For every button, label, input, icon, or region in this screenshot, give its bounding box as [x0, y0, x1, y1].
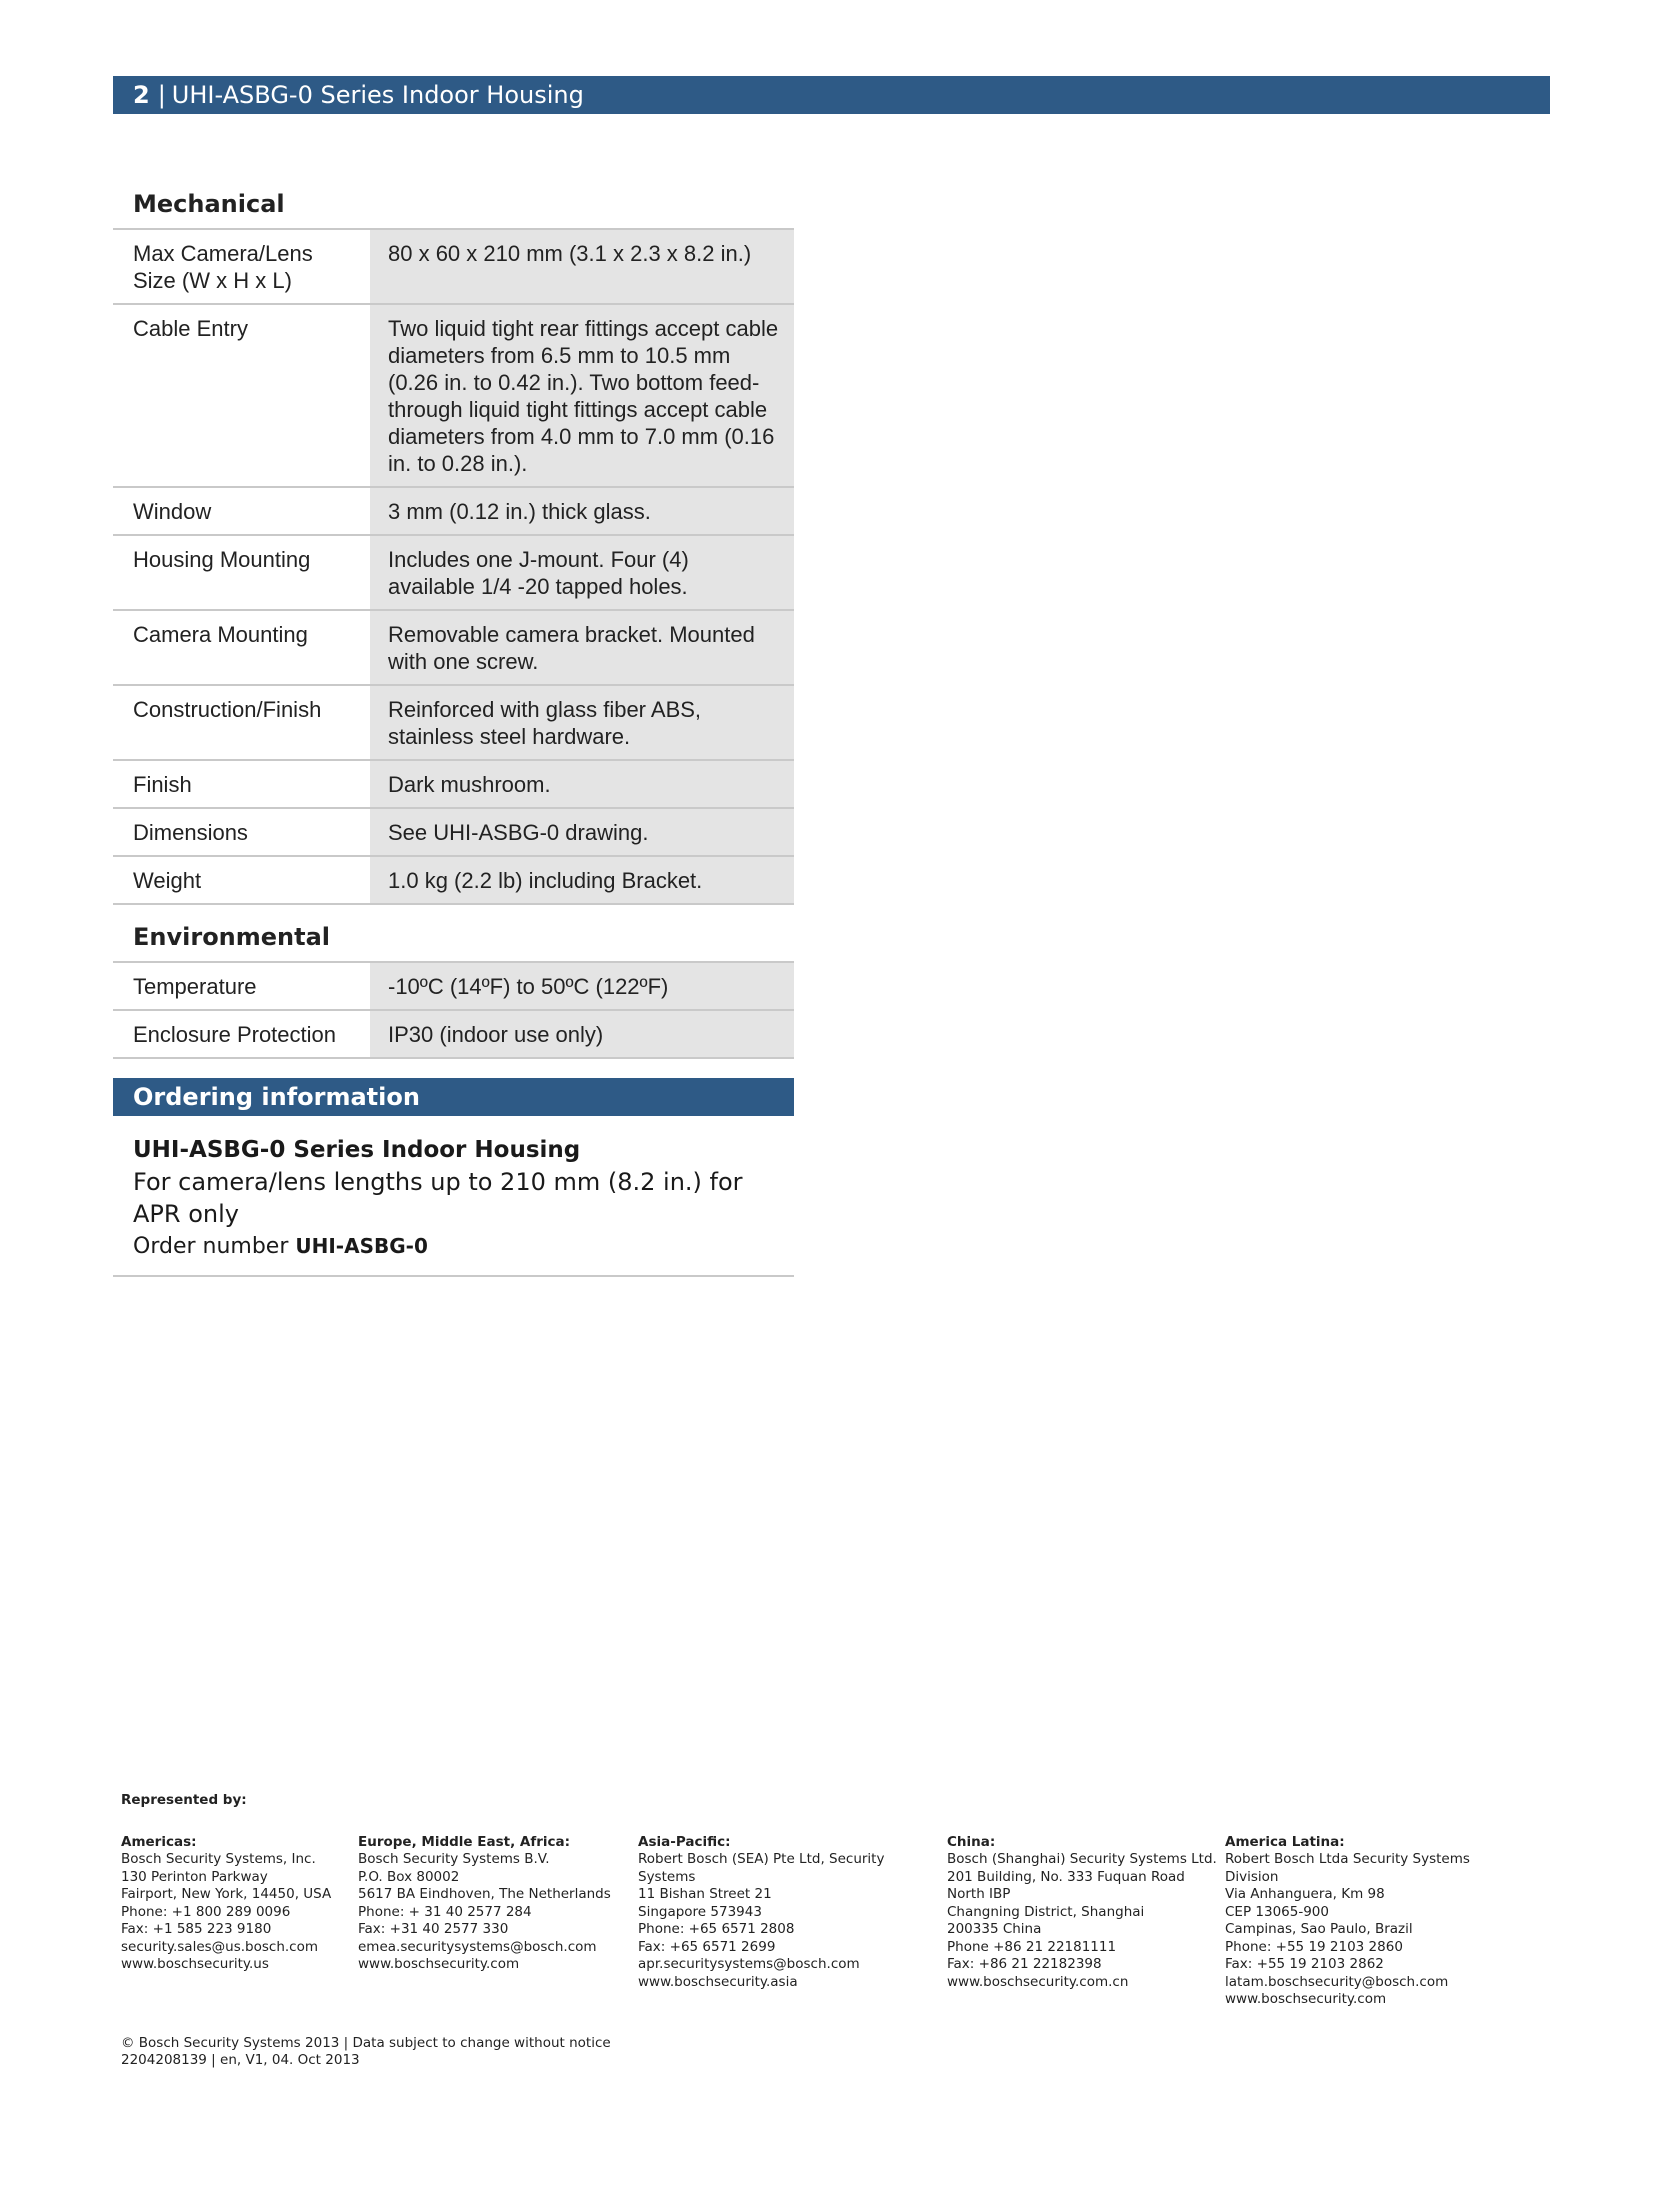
region-contact [121, 1834, 358, 2009]
order-number-line [133, 1230, 774, 1263]
region-line: Systems [638, 1868, 696, 1885]
spec-value: Includes one J-mount. Four (4) available 1/4 -20 tapped holes. [370, 535, 794, 610]
region-line: 5617 BA Eindhoven, The Netherlands [358, 1886, 611, 1902]
region-line: Fax: +55 19 2103 2862 [1225, 1956, 1384, 1972]
order-number-value: UHI-ASBG-0 [295, 1234, 428, 1258]
region-title: America Latina: [1225, 1833, 1345, 1850]
mechanical-table [113, 228, 794, 905]
spec-row [113, 685, 794, 760]
spec-value: Removable camera bracket. Mounted with one screw. [370, 610, 794, 685]
environmental-table [113, 961, 794, 1059]
spec-value: Dark mushroom. [370, 760, 794, 808]
region-line: Bosch Security Systems, Inc. [121, 1851, 316, 1867]
spec-value: 80 x 60 x 210 mm (3.1 x 2.3 x 8.2 in.) [370, 229, 794, 304]
region-line: Campinas, Sao Paulo, Brazil [1225, 1921, 1413, 1937]
spec-value: IP30 (indoor use only) [370, 1010, 794, 1058]
region-line: www.boschsecurity.us [121, 1956, 269, 1972]
region-line: www.boschsecurity.com [1225, 1991, 1387, 2007]
spec-label: Housing Mounting [113, 535, 370, 610]
region-line: security.sales@us.bosch.com [121, 1938, 319, 1955]
region-line: apr.securitysystems@bosch.com [638, 1956, 860, 1972]
region-line: Robert Bosch Ltda Security Systems Division [1225, 1851, 1470, 1885]
order-product-title: UHI-ASBG-0 Series Indoor Housing [133, 1137, 581, 1163]
environmental-heading: Environmental [133, 923, 331, 951]
spec-label: Construction/Finish [113, 685, 370, 760]
region-line: Fax: +31 40 2577 330 [358, 1921, 509, 1937]
region-line: www.boschsecurity.com.cn [947, 1973, 1129, 1990]
region-line: P.O. Box 80002 [358, 1868, 460, 1885]
ordering-box [113, 1116, 794, 1277]
spec-label: Finish [113, 760, 370, 808]
spec-value: See UHI-ASBG-0 drawing. [370, 808, 794, 856]
page-header-bar [113, 76, 1550, 114]
ordering-heading: Ordering information [113, 1078, 794, 1116]
spec-value: Two liquid tight rear fittings accept cable diameters from 6.5 mm to 10.5 mm (0.26 in. to 0.42 in.). Two bottom feed-through liquid tight fittings accept cable diameters from 4.0 mm to 7.0 mm (0.16 in. to 0.28 in.). [370, 304, 794, 487]
regional-contacts [121, 1834, 1541, 2009]
document-title: UHI-ASBG-0 Series Indoor Housing [171, 81, 584, 109]
header-separator: | [157, 81, 166, 109]
spec-label: Max Camera/Lens Size (W x H x L) [113, 229, 370, 304]
spec-row [113, 808, 794, 856]
region-line: Phone: + 31 40 2577 284 [358, 1903, 532, 1920]
region-line: Singapore 573943 [638, 1903, 762, 1920]
region-line: Via Anhanguera, Km 98 [1225, 1886, 1385, 1902]
spec-label: Temperature [113, 962, 370, 1010]
spec-value: Reinforced with glass fiber ABS, stainless steel hardware. [370, 685, 794, 760]
region-title: Americas: [121, 1833, 197, 1850]
spec-label: Cable Entry [113, 304, 370, 487]
specifications-column [113, 180, 794, 1277]
region-contact [947, 1834, 1225, 2009]
region-line: Phone: +65 6571 2808 [638, 1921, 795, 1937]
region-line: www.boschsecurity.com [358, 1956, 520, 1972]
region-line: Bosch Security Systems B.V. [358, 1851, 550, 1867]
spec-value: -10ºC (14ºF) to 50ºC (122ºF) [370, 962, 794, 1010]
region-title: Europe, Middle East, Africa: [358, 1833, 571, 1850]
order-number-label: Order number [133, 1234, 289, 1259]
spec-row [113, 760, 794, 808]
spec-label: Window [113, 487, 370, 535]
spec-value: 1.0 kg (2.2 lb) including Bracket. [370, 856, 794, 904]
region-line: 201 Building, No. 333 Fuquan Road [947, 1868, 1185, 1885]
region-line: 130 Perinton Parkway [121, 1868, 268, 1885]
region-line: Fax: +65 6571 2699 [638, 1938, 776, 1955]
region-line: Fax: +1 585 223 9180 [121, 1921, 272, 1937]
region-line: 200335 China [947, 1921, 1042, 1937]
footer [121, 1792, 1541, 2070]
region-line: Fairport, New York, 14450, USA [121, 1886, 332, 1902]
region-line: Robert Bosch (SEA) Pte Ltd, Security [638, 1851, 885, 1867]
spec-row [113, 487, 794, 535]
spec-label: Weight [113, 856, 370, 904]
region-contact [358, 1834, 638, 2009]
region-line: North IBP [947, 1886, 1011, 1902]
spec-row [113, 610, 794, 685]
region-line: latam.boschsecurity@bosch.com [1225, 1973, 1449, 1990]
region-line: 11 Bishan Street 21 [638, 1886, 772, 1902]
spec-value: 3 mm (0.12 in.) thick glass. [370, 487, 794, 535]
spec-row [113, 856, 794, 904]
spec-label: Enclosure Protection [113, 1010, 370, 1058]
spec-row [113, 1010, 794, 1058]
region-line: Changning District, Shanghai [947, 1903, 1145, 1920]
mechanical-heading: Mechanical [133, 190, 285, 218]
region-contact [638, 1834, 947, 2009]
represented-by-label: Represented by: [121, 1792, 247, 1808]
order-description: For camera/lens lengths up to 210 mm (8.2 in.) for APR only [133, 1168, 743, 1228]
copyright-notice: © Bosch Security Systems 2013 | Data subject to change without notice [121, 2034, 611, 2051]
spec-label: Camera Mounting [113, 610, 370, 685]
region-title: Asia-Pacific: [638, 1833, 731, 1850]
spec-row [113, 304, 794, 487]
region-line: Bosch (Shanghai) Security Systems Ltd. [947, 1851, 1217, 1867]
region-line: emea.securitysystems@bosch.com [358, 1938, 597, 1955]
document-id: 2204208139 | en, V1, 04. Oct 2013 [121, 2052, 360, 2068]
spec-row [113, 535, 794, 610]
region-line: Phone: +55 19 2103 2860 [1225, 1938, 1403, 1955]
page-number: 2 [133, 81, 150, 109]
spec-row [113, 229, 794, 304]
region-line: www.boschsecurity.asia [638, 1973, 798, 1990]
region-line: CEP 13065-900 [1225, 1903, 1329, 1920]
region-line: Phone +86 21 22181111 [947, 1938, 1117, 1955]
spec-label: Dimensions [113, 808, 370, 856]
region-line: Fax: +86 21 22182398 [947, 1956, 1102, 1972]
region-contact [1225, 1834, 1525, 2009]
spec-row [113, 962, 794, 1010]
region-title: China: [947, 1833, 996, 1850]
region-line: Phone: +1 800 289 0096 [121, 1903, 291, 1920]
